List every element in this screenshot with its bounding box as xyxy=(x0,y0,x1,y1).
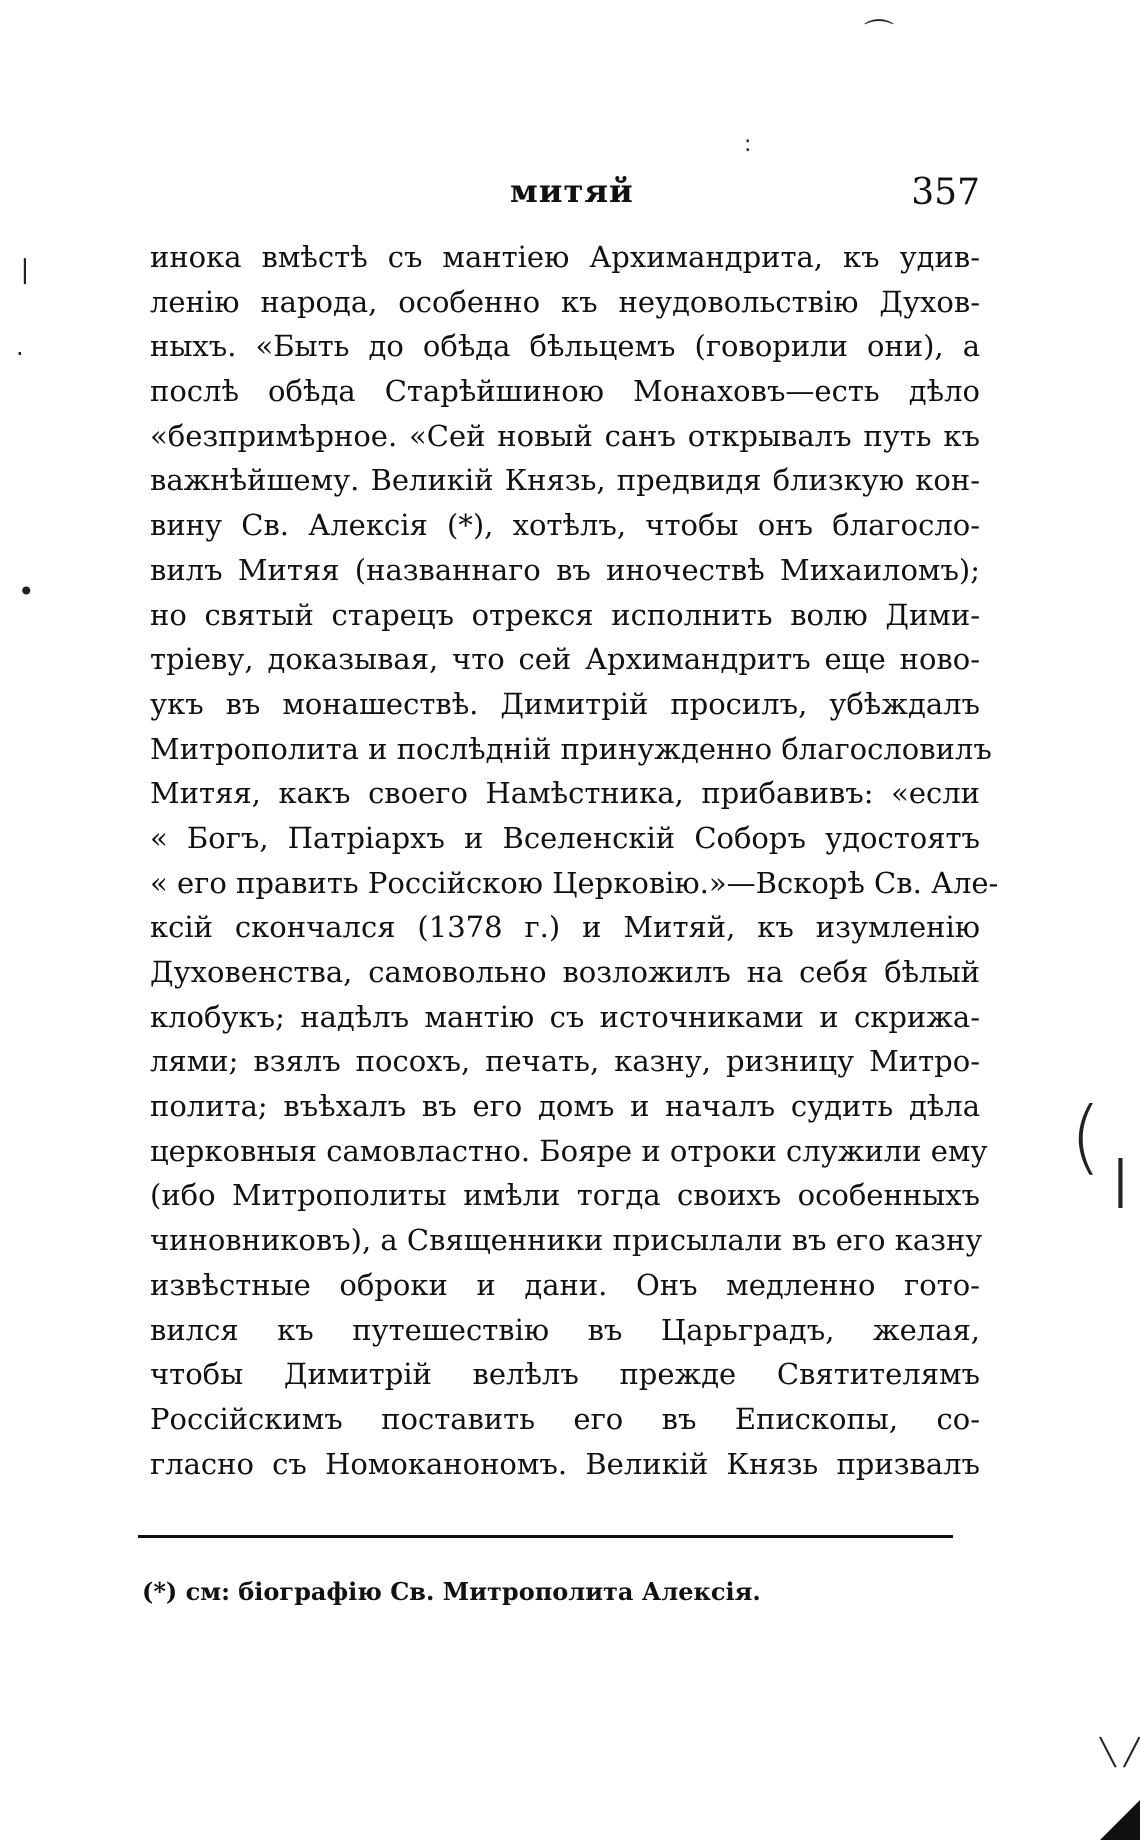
text-line: «безпримѣрное. «Сей новый санъ открывалъ путь къ xyxy=(150,418,980,453)
text-line: вилъ Митяя (названнаго въ иночествѣ Михаиломъ); xyxy=(150,552,980,587)
text-line: Митяя, какъ своего Намѣстника, прибавивъ: «если xyxy=(150,776,980,811)
text-line: клобукъ; надѣлъ мантiю съ источниками и скрижа- xyxy=(150,999,980,1034)
page-mark: ⌒ xyxy=(864,18,894,53)
text-line: « Богъ, Патрiархъ и Вселенскiй Соборъ удостоятъ xyxy=(150,820,980,855)
text-line: церковныя самовластно. Бояре и отроки служили ему xyxy=(150,1133,988,1168)
page-mark: | xyxy=(1112,1150,1129,1208)
text-line: ныхъ. «Быть до обѣда бѣльцемъ (говорили они), а xyxy=(150,329,980,364)
text-line: Россiйскимъ поставить его въ Епископы, со- xyxy=(150,1401,980,1436)
page-mark: ╲ ╱ xyxy=(1100,1738,1140,1768)
text-line: полита; въѣхалъ въ его домъ и началъ судить дѣла xyxy=(150,1089,980,1124)
page-mark: · xyxy=(16,340,24,368)
footnote: (*) см: бiографiю Св. Митрополита Алексiя. xyxy=(142,1577,761,1606)
running-head: митяй xyxy=(510,172,634,210)
text-line: важнѣйшему. Великiй Князь, предвидя близкую кон- xyxy=(150,463,980,498)
text-line: но святый старецъ отрекся исполнить волю Дими- xyxy=(150,597,980,632)
text-line: (ибо Митрополиты имѣли тогда своихъ особенныхъ xyxy=(150,1178,980,1213)
text-line: послѣ обѣда Старѣйшиною Монаховъ—есть дѣло xyxy=(150,374,980,409)
page-mark: • xyxy=(18,575,35,608)
page-mark: ( xyxy=(1070,1090,1102,1183)
text-line: трiеву, доказывая, что сей Архимандритъ еще ново- xyxy=(150,642,980,677)
text-line: лями; взялъ посохъ, печать, казну, ризницу Митро- xyxy=(150,1044,980,1079)
text-line: укъ въ монашествѣ. Димитрiй просилъ, убѣждалъ xyxy=(150,686,980,721)
footnote-divider xyxy=(138,1535,953,1538)
page-number: 357 xyxy=(911,172,980,213)
text-line: Духовенства, самовольно возложилъ на себя бѣлый xyxy=(150,955,980,989)
text-line: чтобы Димитрiй велѣлъ прежде Святителямъ xyxy=(150,1357,980,1392)
text-line: « его править Россiйскою Церковiю.»—Вскорѣ Св. Але- xyxy=(150,865,999,900)
body-text xyxy=(150,235,999,1486)
text-line: ленiю народа, особенно къ неудовольствiю Духов- xyxy=(150,284,980,319)
text-line: ксiй скончался (1378 г.) и Митяй, къ изумленiю xyxy=(150,910,980,945)
corner-mark xyxy=(1100,1800,1140,1840)
text-line: вину Св. Алексiя (*), хотѣлъ, чтобы онъ благосло- xyxy=(150,508,980,543)
text-line: извѣстные оброки и дани. Онъ медленно гото- xyxy=(150,1267,980,1302)
text-line: инока вмѣстѣ съ мантiею Архимандрита, къ удив- xyxy=(150,240,980,274)
text-line: гласно съ Номоканономъ. Великiй Князь призвалъ xyxy=(150,1446,980,1481)
page-mark: ❘ xyxy=(14,255,36,285)
text-line: вился къ путешествiю въ Царьградъ, желая, xyxy=(150,1312,980,1347)
page-mark: : xyxy=(744,132,752,157)
page-header xyxy=(150,172,980,222)
text-line: Митрополита и послѣднiй принужденно благословилъ xyxy=(150,731,992,766)
text-line: чиновниковъ), а Священники присылали въ его казну xyxy=(150,1223,983,1258)
